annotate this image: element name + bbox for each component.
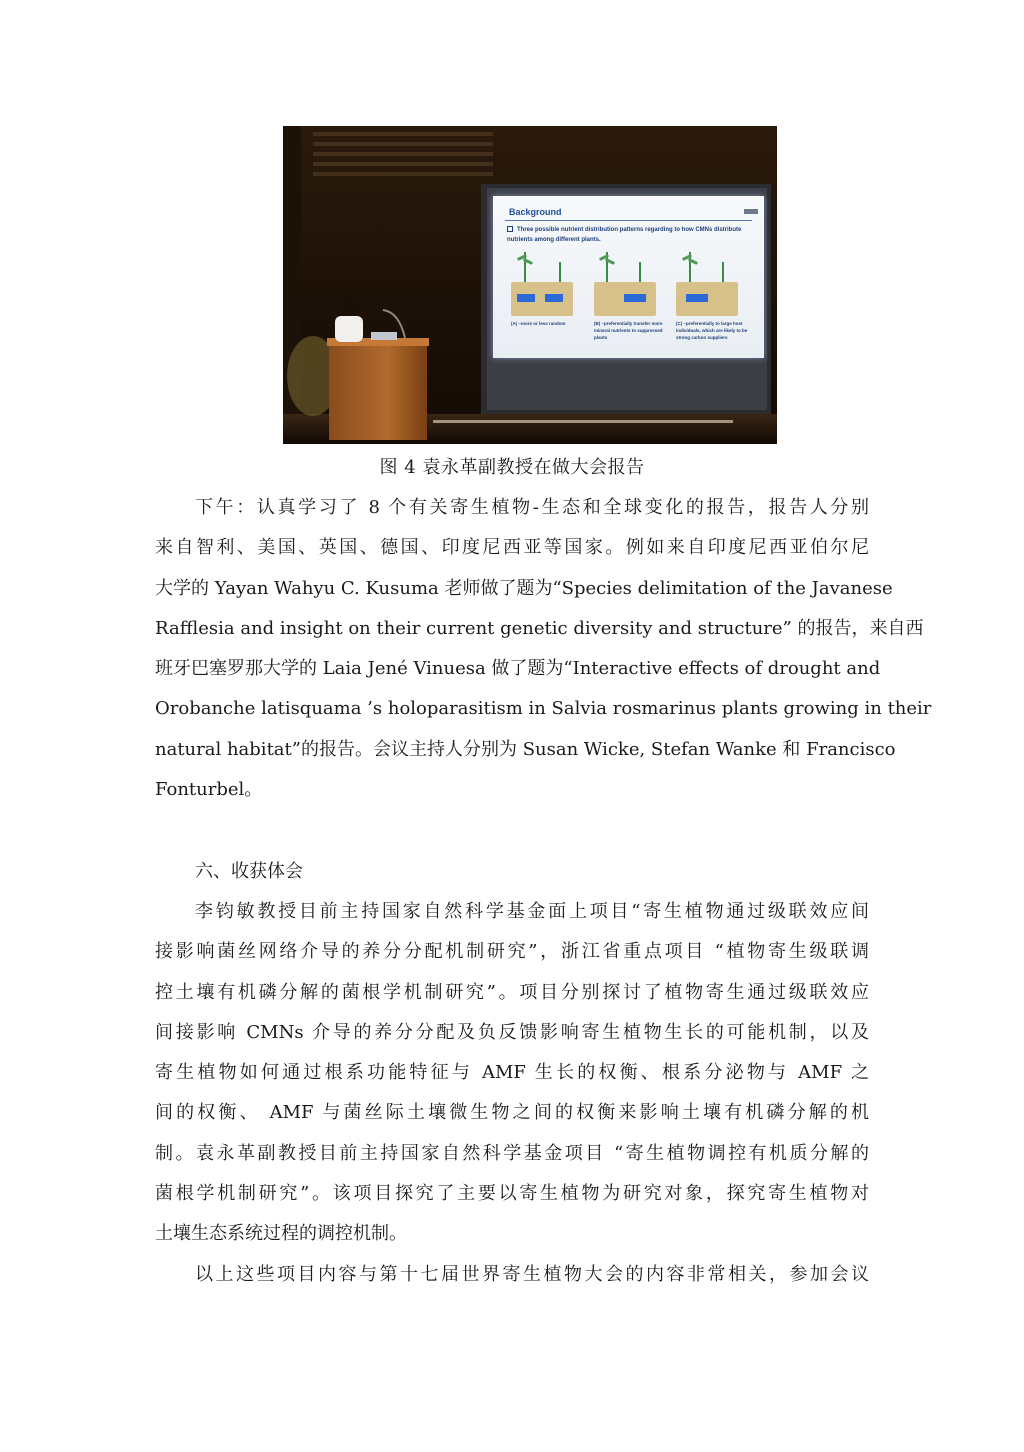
text-line: Fonturbel。 — [155, 779, 263, 801]
slide-bullet-text: Three possible nutrient distribution patterns regarding to how CMNs distribute nutrients among different plants. — [507, 227, 742, 243]
plant-icon — [722, 262, 724, 284]
text-line: 控土壤有机磷分解的菌根学机制研究”。项目分别探讨了植物寄生通过级联效应 — [155, 981, 869, 1003]
text-line: Orobanche latisquama ’s holoparasitism in Salvia rosmarinus plants growing in their — [155, 698, 932, 720]
panel-b — [594, 282, 656, 316]
projected-slide — [493, 196, 764, 358]
slide-title-rule — [505, 220, 752, 221]
slide-caption-c: (C) –preferentially to large host individuals, which are likely to be strong carbon suppliers — [676, 321, 748, 340]
slide-caption-b: (B) –preferentially transfer more mineral nutrients to suppressed plants — [594, 321, 663, 340]
text-line: 班牙巴塞罗那大学的 Laia Jené Vinuesa 做了题为“Interactive effects of drought and — [155, 658, 881, 680]
text-line: 以上这些项目内容与第十七届世界寄生植物大会的内容非常相关，参加会议 — [195, 1264, 869, 1285]
arrow-right-icon — [545, 294, 563, 302]
slide-title: Background — [509, 207, 562, 217]
text-line: natural habitat”的报告。会议主持人分别为 Susan Wicke, Stefan Wanke 和 Francisco — [155, 738, 896, 760]
arrow-left-icon — [686, 294, 708, 302]
text-line: 大学的 Yayan Wahyu C. Kusuma 老师做了题为“Species delimitation of the Javanese — [155, 577, 893, 599]
text-line: 土壤生态系统过程的调控机制。 — [155, 1223, 407, 1245]
arrow-right-icon — [624, 294, 646, 302]
plant-icon — [559, 262, 561, 284]
text-line: 制。袁永革副教授目前主持国家自然科学基金项目 “寄生植物调控有机质分解的 — [155, 1142, 869, 1164]
text-line: 李钧敏教授目前主持国家自然科学基金面上项目“寄生植物通过级联效应间 — [195, 901, 869, 922]
arrow-left-icon — [517, 294, 535, 302]
checkbox-bullet-icon — [507, 226, 513, 232]
panel-c — [676, 282, 738, 316]
text-line: 接影响菌丝网络介导的养分分配机制研究”，浙江省重点项目 “植物寄生级联调 — [155, 941, 869, 963]
text-line: 菌根学机制研究”。该项目探究了主要以寄生植物为研究对象，探究寄生植物对 — [155, 1183, 869, 1205]
plant-icon — [639, 262, 641, 284]
section-heading: 六、收获体会 — [195, 861, 303, 882]
slide-logo — [744, 209, 758, 214]
text-line: 间的权衡、 AMF 与菌丝际土壤微生物之间的权衡来影响土壤有机磷分解的机 — [155, 1102, 869, 1124]
slide-bullet — [507, 225, 747, 245]
text-line: 间接影响 CMNs 介导的养分分配及负反馈影响寄生植物生长的可能机制，以及 — [155, 1021, 869, 1043]
paragraph-afternoon — [155, 488, 932, 810]
slide-caption-a: (A) –more or less random — [511, 321, 566, 326]
text-line: 来自智利、美国、英国、德国、印度尼西亚等国家。例如来自印度尼西亚伯尔尼 — [155, 537, 869, 559]
paragraph-projects — [155, 892, 869, 1255]
text-line: Rafflesia and insight on their current genetic diversity and structure” 的报告，来自西 — [155, 617, 924, 639]
panel-a — [511, 282, 573, 316]
text-line: 下午：认真学习了 8 个有关寄生植物-生态和全球变化的报告，报告人分别 — [195, 497, 869, 518]
text-line: 寄生植物如何通过根系功能特征与 AMF 生长的权衡、根系分泌物与 AMF 之 — [155, 1062, 869, 1084]
figure-caption: 图 4 袁永革副教授在做大会报告 — [379, 457, 645, 478]
paragraph-relevance — [155, 1255, 869, 1295]
